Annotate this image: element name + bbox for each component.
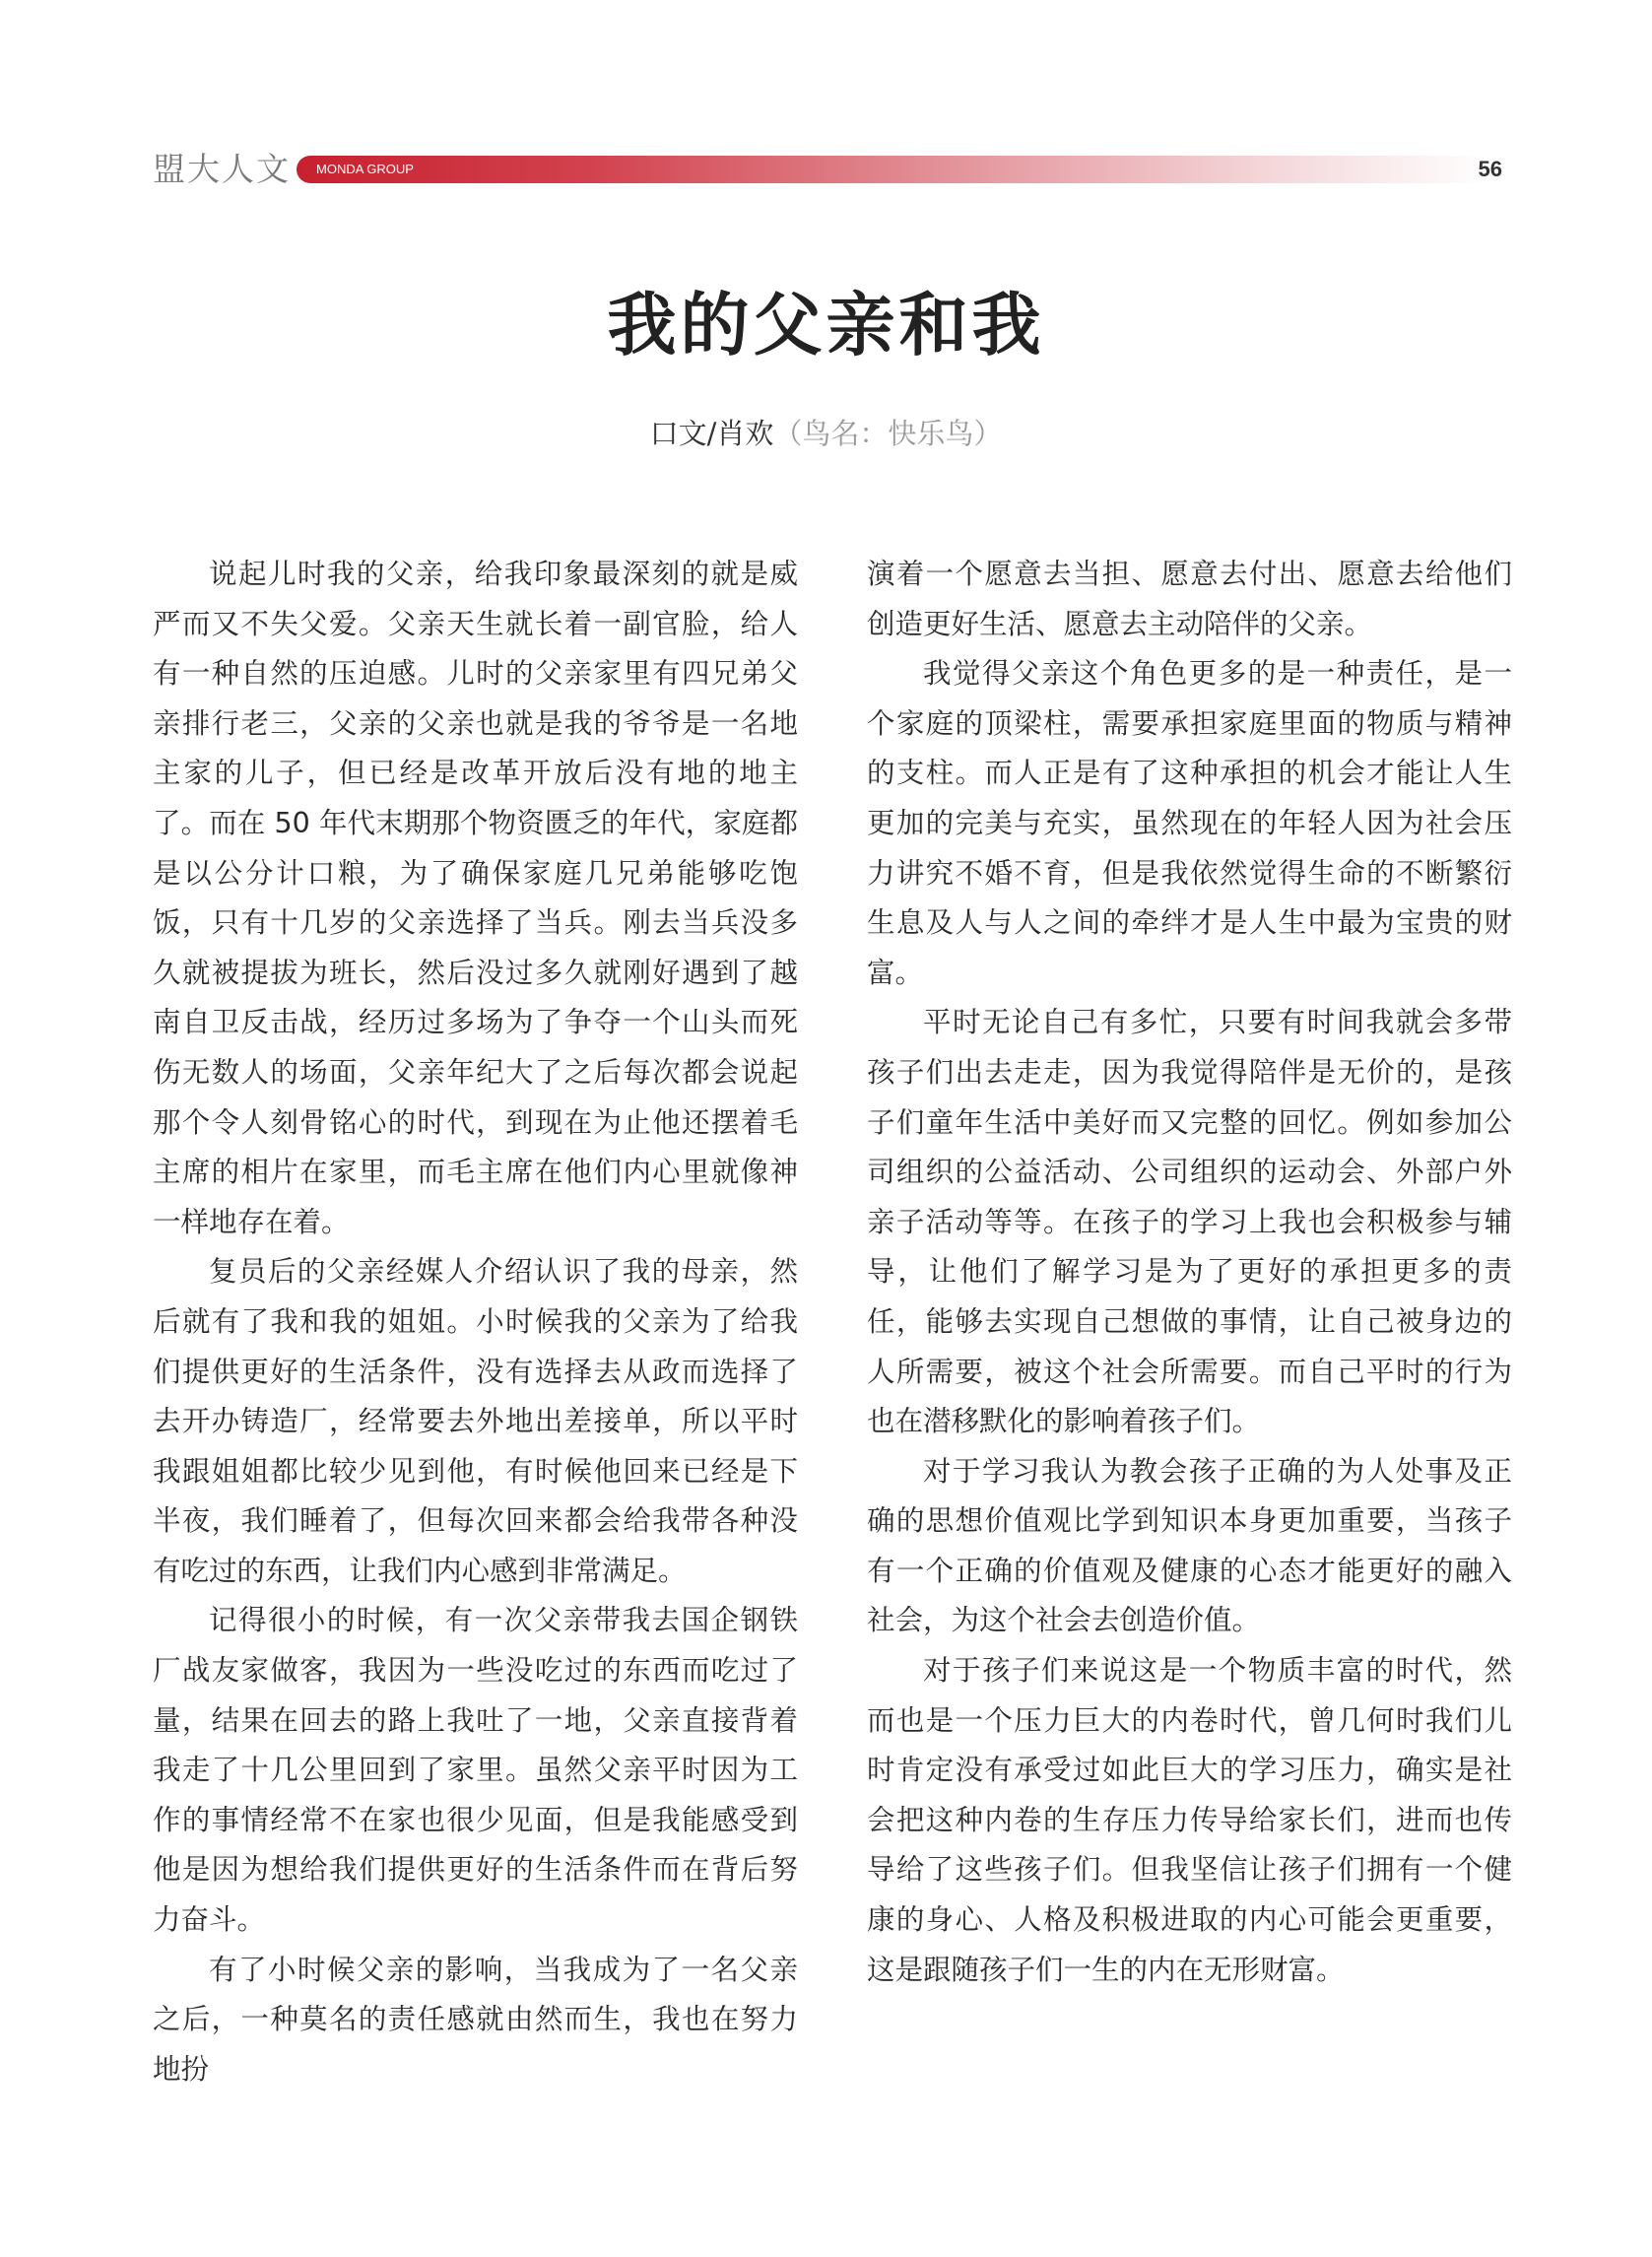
- paragraph: 有了小时候父亲的影响，当我成为了一名父亲之后，一种莫名的责任感就由然而生，我也在努力地扮: [153, 1953, 798, 2086]
- page-header: [153, 146, 1502, 195]
- author-alias: （鸟名：快乐鸟）: [773, 417, 1003, 450]
- paragraph: 说起儿时我的父亲，给我印象最深刻的就是威严而又不失父爱。父亲天生就长着一副官脸，给人有一种自然的压迫感。儿时的父亲家里有四兄弟父亲排行老三，父亲的父亲也就是我的爷爷是一名地主家的儿子，但已经是改革开放后没有地的地主了。而在 50 年代末期那个物资匮乏的年代，家庭都是以公分计口粮，为了确保家庭几兄弟能够吃饱饭，只有十几岁的父亲选择了当兵。刚去当兵没多久就被提拔为班长，然后没过多久就刚好遇到了越南自卫反击战，经历过多场为了争夺一个山头而死伤无数人的场面，父亲年纪大了之后每次都会说起那个令人刻骨铭心的时代，到现在为止他还摆着毛主席的相片在家里，而毛主席在他们内心里就像神一样地存在着。: [153, 558, 798, 1238]
- article-title: 我的父亲和我: [607, 285, 1045, 365]
- paragraph: 平时无论自己有多忙，只要有时间我就会多带孩子们出去走走，因为我觉得陪伴是无价的，是孩子们童年生活中美好而又完整的回忆。例如参加公司组织的公益活动、公司组织的运动会、外部户外亲子活动等等。在孩子的学习上我也会积极参与辅导，让他们了解学习是为了更好的承担更多的责任，能够去实现自己想做的事情，让自己被身边的人所需要，被这个社会所需要。而自己平时的行为也在潜移默化的影响着孩子们。: [867, 1006, 1512, 1438]
- article-byline: [0, 414, 1652, 453]
- paragraph: 我觉得父亲这个角色更多的是一种责任，是一个家庭的顶梁柱，需要承担家庭里面的物质与精神的支柱。而人正是有了这种承担的机会才能让人生更加的完美与充实，虽然现在的年轻人因为社会压力讲究不婚不育，但是我依然觉得生命的不断繁衍生息及人与人之间的牵绊才是人生中最为宝贵的财富。: [867, 657, 1512, 989]
- paragraph: 记得很小的时候，有一次父亲带我去国企钢铁厂战友家做客，我因为一些没吃过的东西而吃过了量，结果在回去的路上我吐了一地，父亲直接背着我走了十几公里回到了家里。虽然父亲平时因为工作的事情经常不在家也很少见面，但是我能感受到他是因为想给我们提供更好的生活条件而在背后努力奋斗。: [153, 1604, 798, 1937]
- brand-english-name: MONDA GROUP: [316, 162, 414, 176]
- paragraph: 复员后的父亲经媒人介绍认识了我的母亲，然后就有了我和我的姐姐。小时候我的父亲为了给我们提供更好的生活条件，没有选择去从政而选择了去开办铸造厂，经常要去外地出差接单，所以平时我跟姐姐都比较少见到他，有时候他回来已经是下半夜，我们睡着了，但每次回来都会给我带各种没有吃过的东西，让我们内心感到非常满足。: [153, 1255, 798, 1587]
- paragraph: 对于学习我认为教会孩子正确的为人处事及正确的思想价值观比学到知识本身更加重要，当孩子有一个正确的价值观及健康的心态才能更好的融入社会，为这个社会去创造价值。: [867, 1454, 1512, 1637]
- right-column: [867, 550, 1512, 1995]
- paragraph-continued: 演着一个愿意去当担、愿意去付出、愿意去给他们创造更好生活、愿意去主动陪伴的父亲。: [867, 558, 1512, 640]
- magazine-section-title: 盟大人文: [153, 150, 291, 188]
- brand-gradient-bar: [297, 156, 1488, 183]
- paragraph: 对于孩子们来说这是一个物质丰富的时代，然而也是一个压力巨大的内卷时代，曾几何时我们儿时肯定没有承受过如此巨大的学习压力，确实是社会把这种内卷的生存压力传导给家长们，进而也传导给了这些孩子们。但我坚信让孩子们拥有一个健康的身心、人格及积极进取的内心可能会更重要，这是跟随孩子们一生的内在无形财富。: [867, 1654, 1512, 1986]
- page-number: 56: [1478, 157, 1502, 181]
- left-column: [153, 550, 798, 2094]
- author-name: 口文/肖欢: [649, 417, 774, 450]
